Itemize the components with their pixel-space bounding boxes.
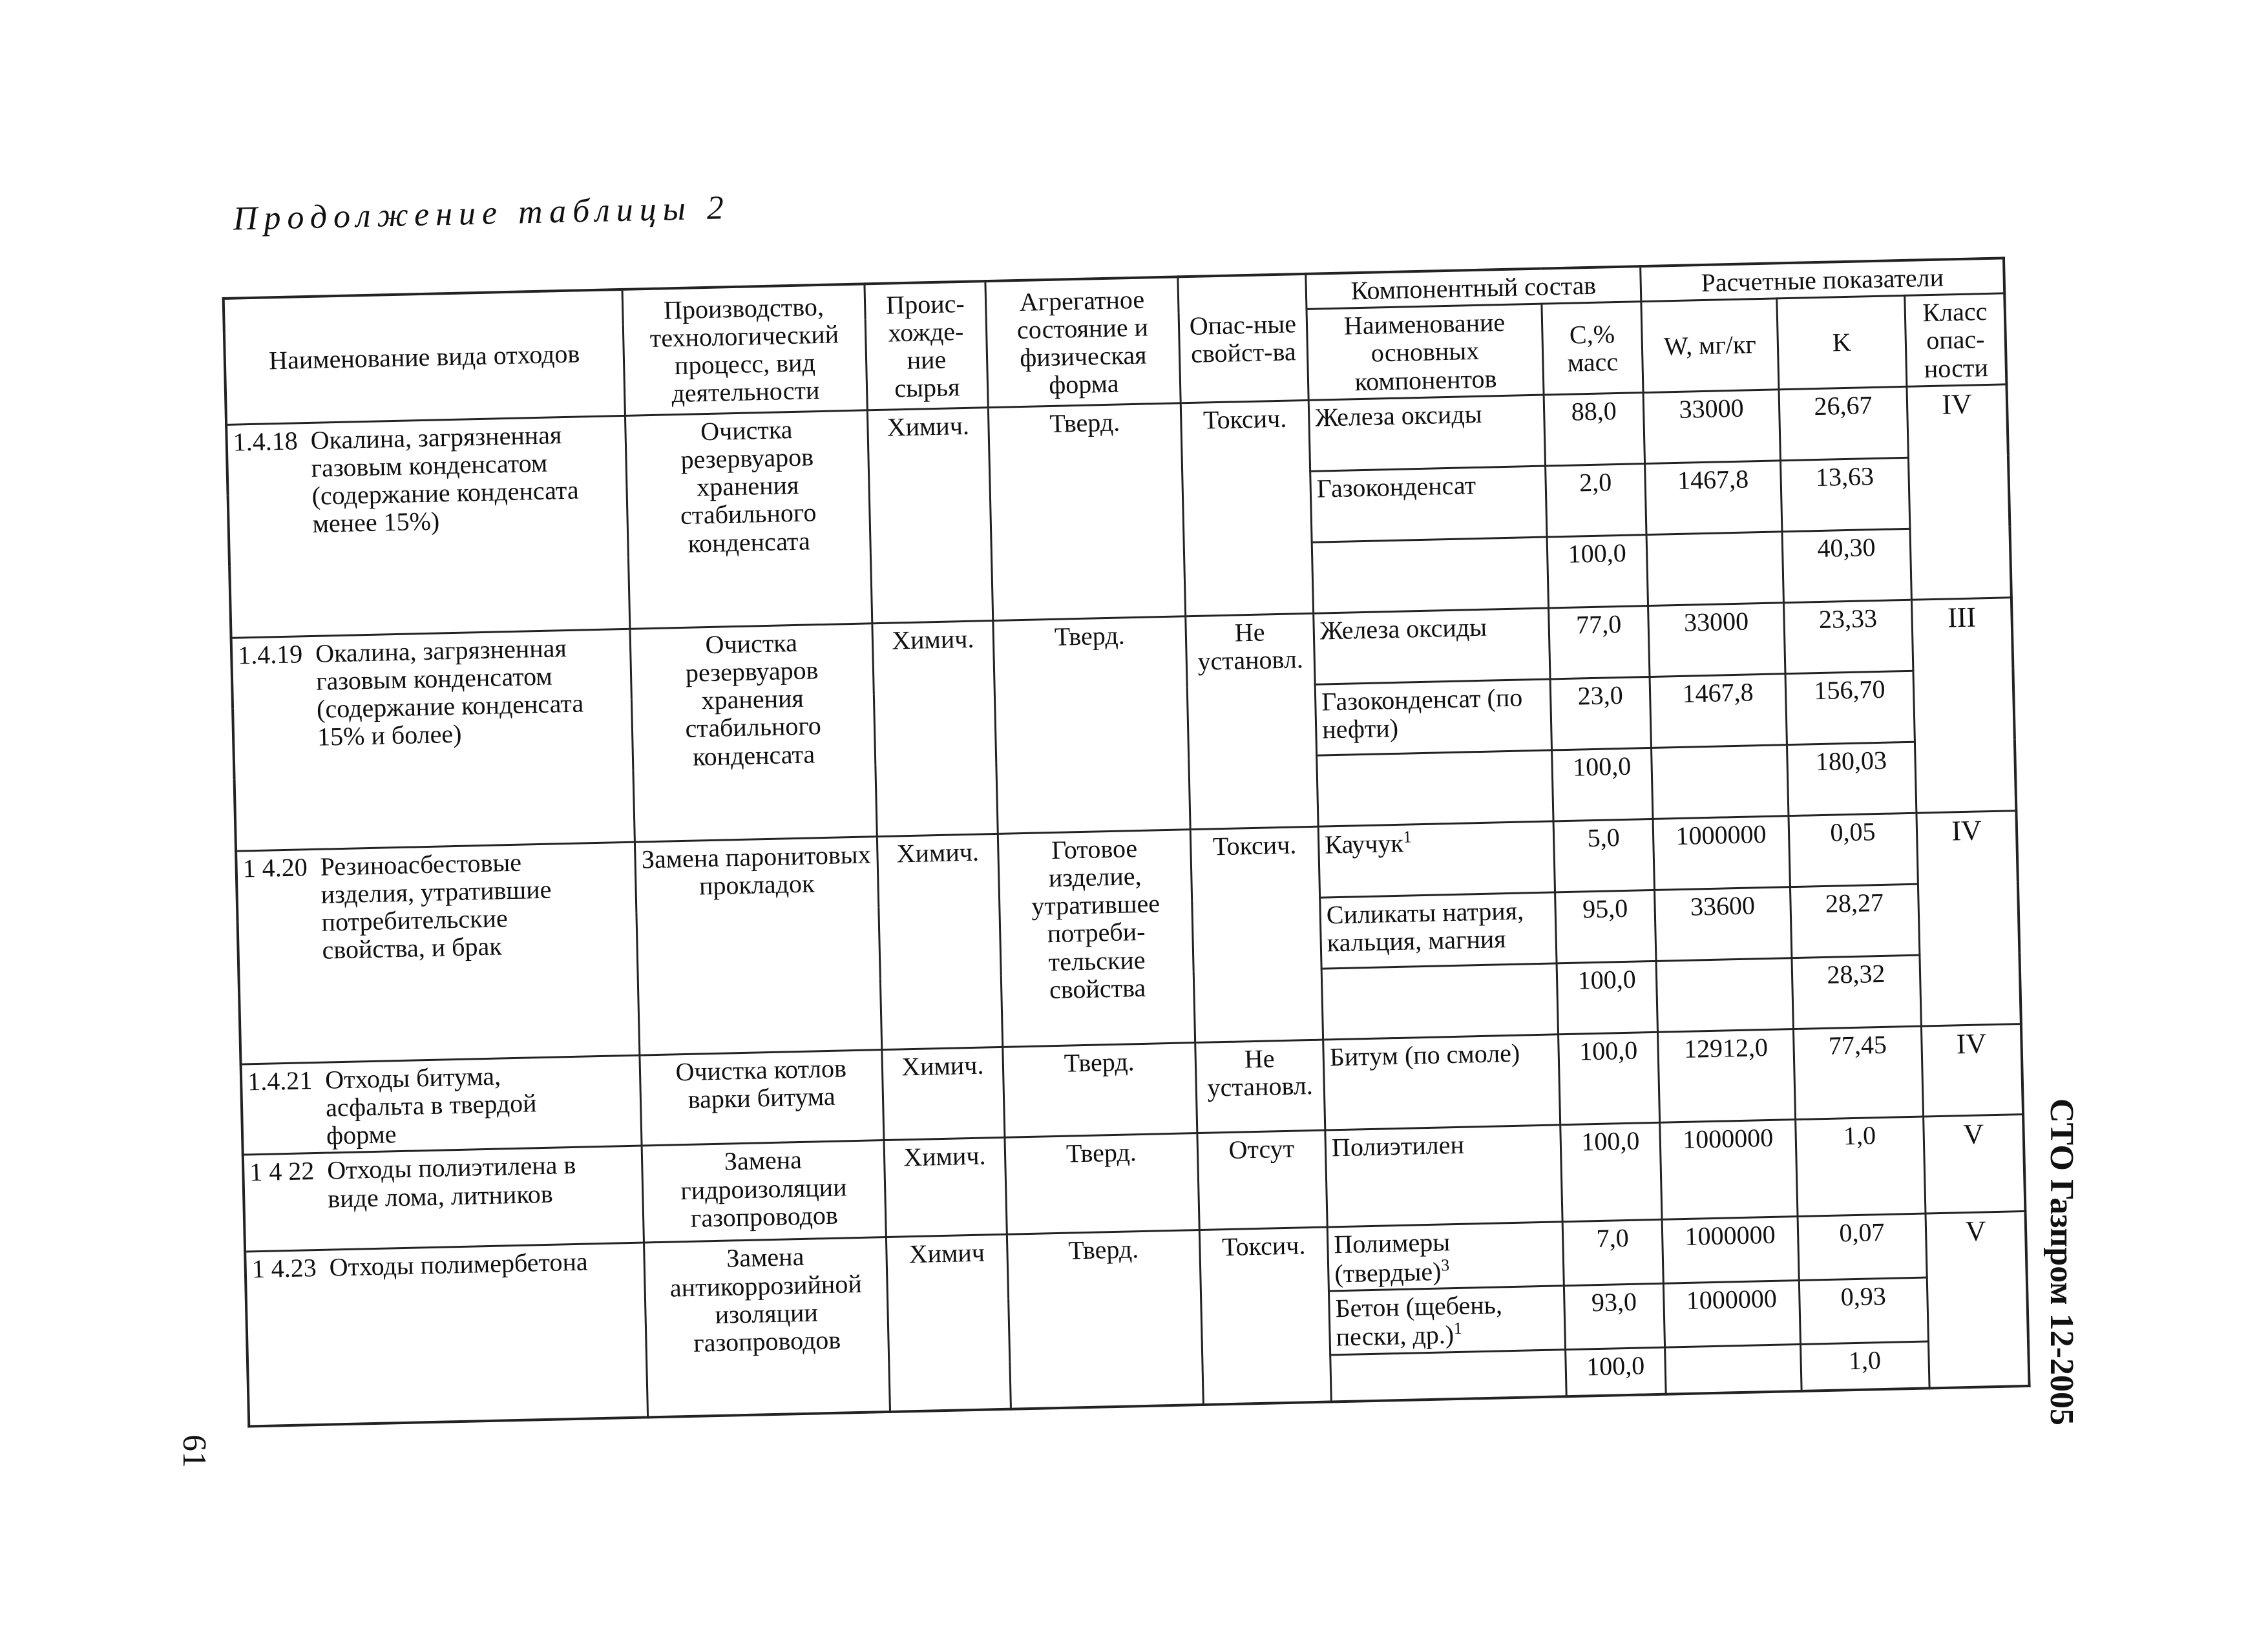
component-name: Полиэтилен: [1331, 1130, 1465, 1162]
process-cell: Замена паронитовых прокладок: [635, 836, 881, 1055]
component-w-cell: 33600: [1655, 887, 1792, 961]
component-name-cell: [1317, 750, 1553, 826]
hazard-class-cell: IV: [1916, 810, 2021, 1025]
header-name: Наименование вида отходов: [224, 289, 625, 425]
component-k-cell: 0,05: [1789, 813, 1918, 887]
waste-code: 1.4.19: [237, 639, 303, 670]
header-hazard: Опас-ные свойст-ва: [1177, 274, 1308, 403]
hazard-class-cell: IV: [1921, 1024, 2023, 1117]
hazard-class-cell: III: [1911, 598, 2016, 813]
component-w-cell: [1646, 532, 1783, 606]
waste-code: 1.4.18: [233, 426, 299, 457]
component-name-cell: [1315, 679, 1551, 755]
component-name-cell: [1329, 1286, 1566, 1355]
hazard-class-cell: V: [1926, 1212, 2030, 1389]
component-w-cell: [1656, 958, 1793, 1032]
header-component: Наименование основных компонентов: [1307, 304, 1544, 400]
component-name: Железа оксиды: [1319, 612, 1487, 646]
component-w-cell: 1000000: [1660, 1120, 1798, 1220]
header-origin: Проис-хожде-ние сырья: [865, 281, 989, 410]
process-cell: Замена антикоррозийной изоляции газопроводов: [644, 1237, 890, 1418]
component-name: Газоконденсат: [1316, 470, 1476, 503]
waste-name-cell: [236, 842, 640, 1064]
component-k-cell: 28,27: [1790, 884, 1920, 958]
component-name: Бетон (щебень, пески, др.): [1335, 1290, 1503, 1352]
component-k-cell: 1,0: [1800, 1341, 1929, 1391]
header-k: K: [1776, 296, 1907, 390]
component-name: Полимеры (твердые): [1333, 1227, 1451, 1288]
process-cell: Замена гидроизоляции газопроводов: [642, 1140, 886, 1243]
component-w-cell: 1467,8: [1650, 673, 1787, 748]
component-w-cell: 12912,0: [1658, 1029, 1796, 1122]
component-k-cell: 156,70: [1785, 671, 1915, 744]
component-c-cell: 5,0: [1553, 819, 1655, 892]
component-k-cell: 77,45: [1793, 1026, 1924, 1120]
waste-table: [222, 257, 2031, 1427]
component-w-cell: 1000000: [1662, 1217, 1799, 1283]
component-name-cell: [1325, 1125, 1562, 1227]
process-cell: Очистка резервуаров хранения стабильного конденсата: [625, 410, 872, 629]
component-name-cell: [1323, 1035, 1560, 1131]
component-k-cell: 28,32: [1792, 955, 1922, 1029]
header-c-mass: С,% масс: [1542, 302, 1643, 395]
component-k-cell: 0,07: [1798, 1213, 1927, 1280]
component-c-cell: 100,0: [1551, 748, 1653, 821]
state-cell: Готовое изделие, утратившее потреби-тельские свойства: [998, 829, 1195, 1047]
waste-name-cell: [231, 629, 635, 851]
component-c-cell: 88,0: [1544, 392, 1645, 465]
component-k-cell: 0,93: [1799, 1277, 1929, 1344]
origin-cell: Химич.: [872, 620, 998, 836]
header-process: Производство, технологический процесс, вид деятельности: [622, 284, 867, 415]
component-w-cell: 1000000: [1664, 1281, 1801, 1347]
component-k-cell: 40,30: [1782, 529, 1912, 602]
component-c-cell: 100,0: [1557, 961, 1658, 1034]
component-name: Каучук: [1324, 828, 1404, 859]
component-name-cell: [1318, 821, 1555, 898]
component-name-cell: [1308, 395, 1545, 471]
waste-name: Отходы битума, асфальта в твердой форме: [324, 1061, 537, 1150]
component-name-cell: [1312, 537, 1548, 613]
waste-code: 1 4.20: [242, 852, 308, 883]
footnote-mark: 1: [1453, 1319, 1463, 1338]
origin-cell: Химич.: [881, 1047, 1005, 1140]
component-k-cell: 1,0: [1795, 1117, 1926, 1216]
waste-code: 1 4 22: [249, 1156, 315, 1187]
component-name: Газоконденсат (по нефти): [1321, 682, 1523, 744]
hazard-cell: Токсич.: [1181, 400, 1314, 616]
header-w: W, мг/кг: [1641, 299, 1779, 392]
table-caption: Продолжение таблицы 2: [233, 189, 731, 238]
footnote-mark: 1: [1403, 827, 1412, 846]
hazard-cell: Токсич.: [1199, 1227, 1332, 1405]
component-c-cell: 93,0: [1564, 1283, 1665, 1349]
waste-code: 1 4.23: [251, 1253, 317, 1284]
component-w-cell: 33000: [1648, 603, 1785, 677]
process-cell: Очистка котлов варки битума: [640, 1049, 884, 1146]
component-c-cell: 95,0: [1555, 890, 1656, 963]
waste-code: 1.4.21: [247, 1065, 313, 1097]
state-cell: Тверд.: [1003, 1042, 1197, 1137]
state-cell: Тверд.: [1007, 1230, 1203, 1409]
hazard-cell: Токсич.: [1190, 826, 1323, 1042]
component-w-cell: 1000000: [1653, 815, 1790, 890]
component-c-cell: 77,0: [1548, 605, 1650, 678]
footnote-mark: 3: [1440, 1255, 1450, 1275]
table-body: [226, 384, 2029, 1427]
component-c-cell: 7,0: [1562, 1220, 1664, 1286]
component-name-cell: [1321, 963, 1558, 1040]
component-c-cell: 100,0: [1565, 1347, 1666, 1396]
document-sheet: [220, 153, 2043, 1422]
waste-name: Окалина, загрязненная газовым конденсатом (содержание конденсата менее 15%): [310, 419, 580, 539]
hazard-cell: Не установл.: [1195, 1040, 1325, 1133]
component-name: Силикаты натрия, кальция, магния: [1326, 896, 1524, 958]
component-name-cell: [1320, 892, 1557, 969]
hazard-class-cell: IV: [1907, 384, 2011, 600]
waste-name: Отходы полиэтилена в виде лома, литников: [326, 1150, 576, 1213]
hazard-cell: Отсут: [1197, 1130, 1328, 1230]
component-name-cell: [1327, 1222, 1564, 1291]
state-cell: Тверд.: [1005, 1133, 1199, 1235]
waste-name: Резиноасбестовые изделия, утратившие потребительские свойства, и брак: [320, 847, 552, 965]
component-c-cell: 100,0: [1560, 1123, 1663, 1222]
component-name-cell: [1314, 608, 1550, 684]
component-c-cell: 100,0: [1558, 1032, 1659, 1125]
component-w-cell: 33000: [1643, 390, 1780, 464]
component-name: Железа оксиды: [1314, 399, 1482, 432]
component-k-cell: 23,33: [1783, 600, 1913, 673]
origin-cell: Химич.: [877, 834, 1003, 1049]
waste-name: Окалина, загрязненная газовым конденсатом (содержание конденсата 15% и более): [315, 633, 584, 752]
hazard-class-cell: V: [1924, 1115, 2026, 1213]
component-w-cell: [1665, 1344, 1801, 1394]
header-class: Класс опас-ности: [1905, 293, 2007, 386]
state-cell: Тверд.: [993, 616, 1190, 834]
waste-name: Отходы полимербетона: [329, 1246, 589, 1282]
component-name-cell: [1330, 1349, 1566, 1402]
waste-name-cell: [243, 1146, 644, 1252]
origin-cell: Химич: [886, 1235, 1011, 1413]
hazard-cell: Не установл.: [1185, 613, 1318, 829]
component-c-cell: 100,0: [1547, 534, 1648, 607]
waste-name-cell: [226, 415, 630, 638]
header-group-components: Компонентный состав: [1306, 266, 1641, 309]
waste-name-cell: [241, 1055, 642, 1155]
component-w-cell: 1467,8: [1645, 461, 1782, 535]
waste-name-cell: [245, 1243, 647, 1426]
side-stamp: СТО Газпром 12-2005: [2043, 1098, 2080, 1426]
header-group-calc: Расчетные показатели: [1641, 258, 2004, 301]
state-cell: Тверд.: [988, 403, 1185, 621]
component-k-cell: 26,67: [1779, 386, 1909, 460]
component-k-cell: 13,63: [1780, 457, 1910, 531]
origin-cell: Химич.: [884, 1138, 1007, 1237]
page-number: 61: [176, 1434, 213, 1468]
component-c-cell: 2,0: [1545, 463, 1646, 536]
component-name: Битум (по смоле): [1329, 1038, 1520, 1072]
component-name-cell: [1310, 466, 1547, 542]
origin-cell: Химич.: [867, 407, 993, 623]
component-k-cell: 180,03: [1787, 742, 1916, 815]
component-w-cell: [1652, 744, 1789, 819]
component-c-cell: 23,0: [1550, 677, 1652, 750]
process-cell: Очистка резервуаров хранения стабильного конденсата: [630, 624, 877, 842]
header-state: Агрегатное состояние и физическая форма: [985, 277, 1181, 407]
